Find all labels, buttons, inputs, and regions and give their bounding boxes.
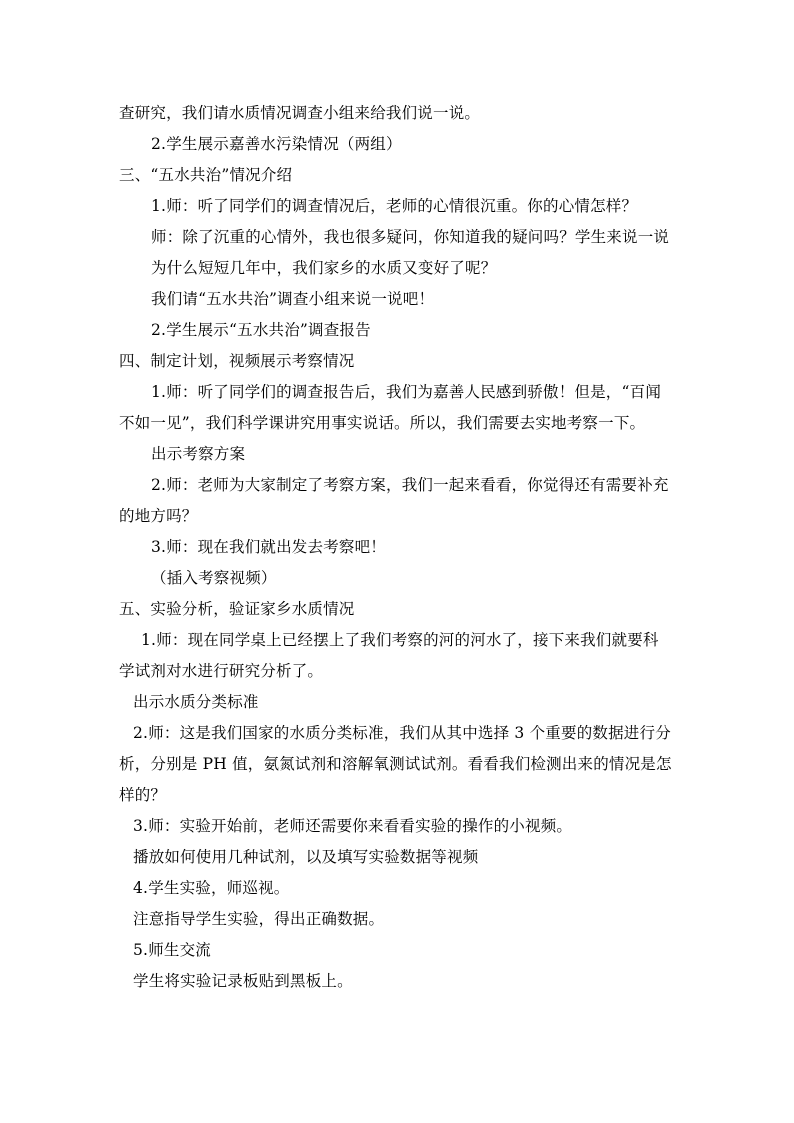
text-line-6: 为什么短短几年中，我们家乡的水质又变好了呢？ [151,259,497,277]
text-line-22: 析，分别是 PH 值，氨氮试剂和溶解氧测试试剂。看看我们检测出来的情况是怎 [119,755,672,773]
section-heading-3: 三、“五水共治”情况介绍 [119,166,293,184]
text-line-10: 1.师：听了同学们的调查报告后，我们为嘉善人民感到骄傲！但是，“百闻 [151,383,662,401]
text-line-2: 2.学生展示嘉善水污染情况（两组） [151,135,402,153]
text-line-7: 我们请“五水共治”调查小组来说一说吧！ [151,290,435,308]
text-line-4: 1.师：听了同学们的调查情况后，老师的心情很沉重。你的心情怎样？ [151,197,638,215]
text-line-24: 3.师：实验开始前，老师还需要你来看看实验的操作的小视频。 [133,817,573,835]
text-line-26: 4.学生实验，师巡视。 [133,879,290,897]
text-line-23: 样的？ [119,786,167,804]
text-line-19: 学试剂对水进行研究分析了。 [119,662,324,680]
text-line-16: （插入考察视频） [151,569,277,587]
text-line-18: 1.师：现在同学桌上已经摆上了我们考察的河的河水了，接下来我们就要科 [141,631,659,649]
text-line-15: 3.师：现在我们就出发去考察吧！ [151,538,386,556]
text-line-20: 出示水质分类标准 [133,693,259,711]
text-line-1: 查研究，我们请水质情况调查小组来给我们说一说。 [119,104,481,122]
section-heading-4: 四、制定计划，视频展示考察情况 [119,352,355,370]
text-line-29: 学生将实验记录板贴到黑板上。 [133,972,353,990]
text-line-13: 2.师：老师为大家制定了考察方案，我们一起来看看，你觉得还有需要补充 [151,476,669,494]
text-line-5: 师：除了沉重的心情外，我也很多疑问，你知道我的疑问吗？学生来说一说 [151,228,670,246]
text-line-28: 5.师生交流 [133,941,211,959]
text-line-27: 注意指导学生实验，得出正确数据。 [133,910,385,928]
text-line-12: 出示考察方案 [151,445,246,463]
text-line-14: 的地方吗？ [119,507,198,525]
text-line-8: 2.学生展示“五水共治”调查报告 [151,321,371,339]
text-line-21: 2.师：这是我们国家的水质分类标准，我们从其中选择 3 个重要的数据进行分 [133,724,671,742]
text-line-11: 不如一见”，我们科学课讲究用事实说话。所以，我们需要去实地考察一下。 [119,414,646,432]
text-line-25: 播放如何使用几种试剂，以及填写实验数据等视频 [133,848,479,866]
section-heading-5: 五、实验分析，验证家乡水质情况 [119,600,355,618]
